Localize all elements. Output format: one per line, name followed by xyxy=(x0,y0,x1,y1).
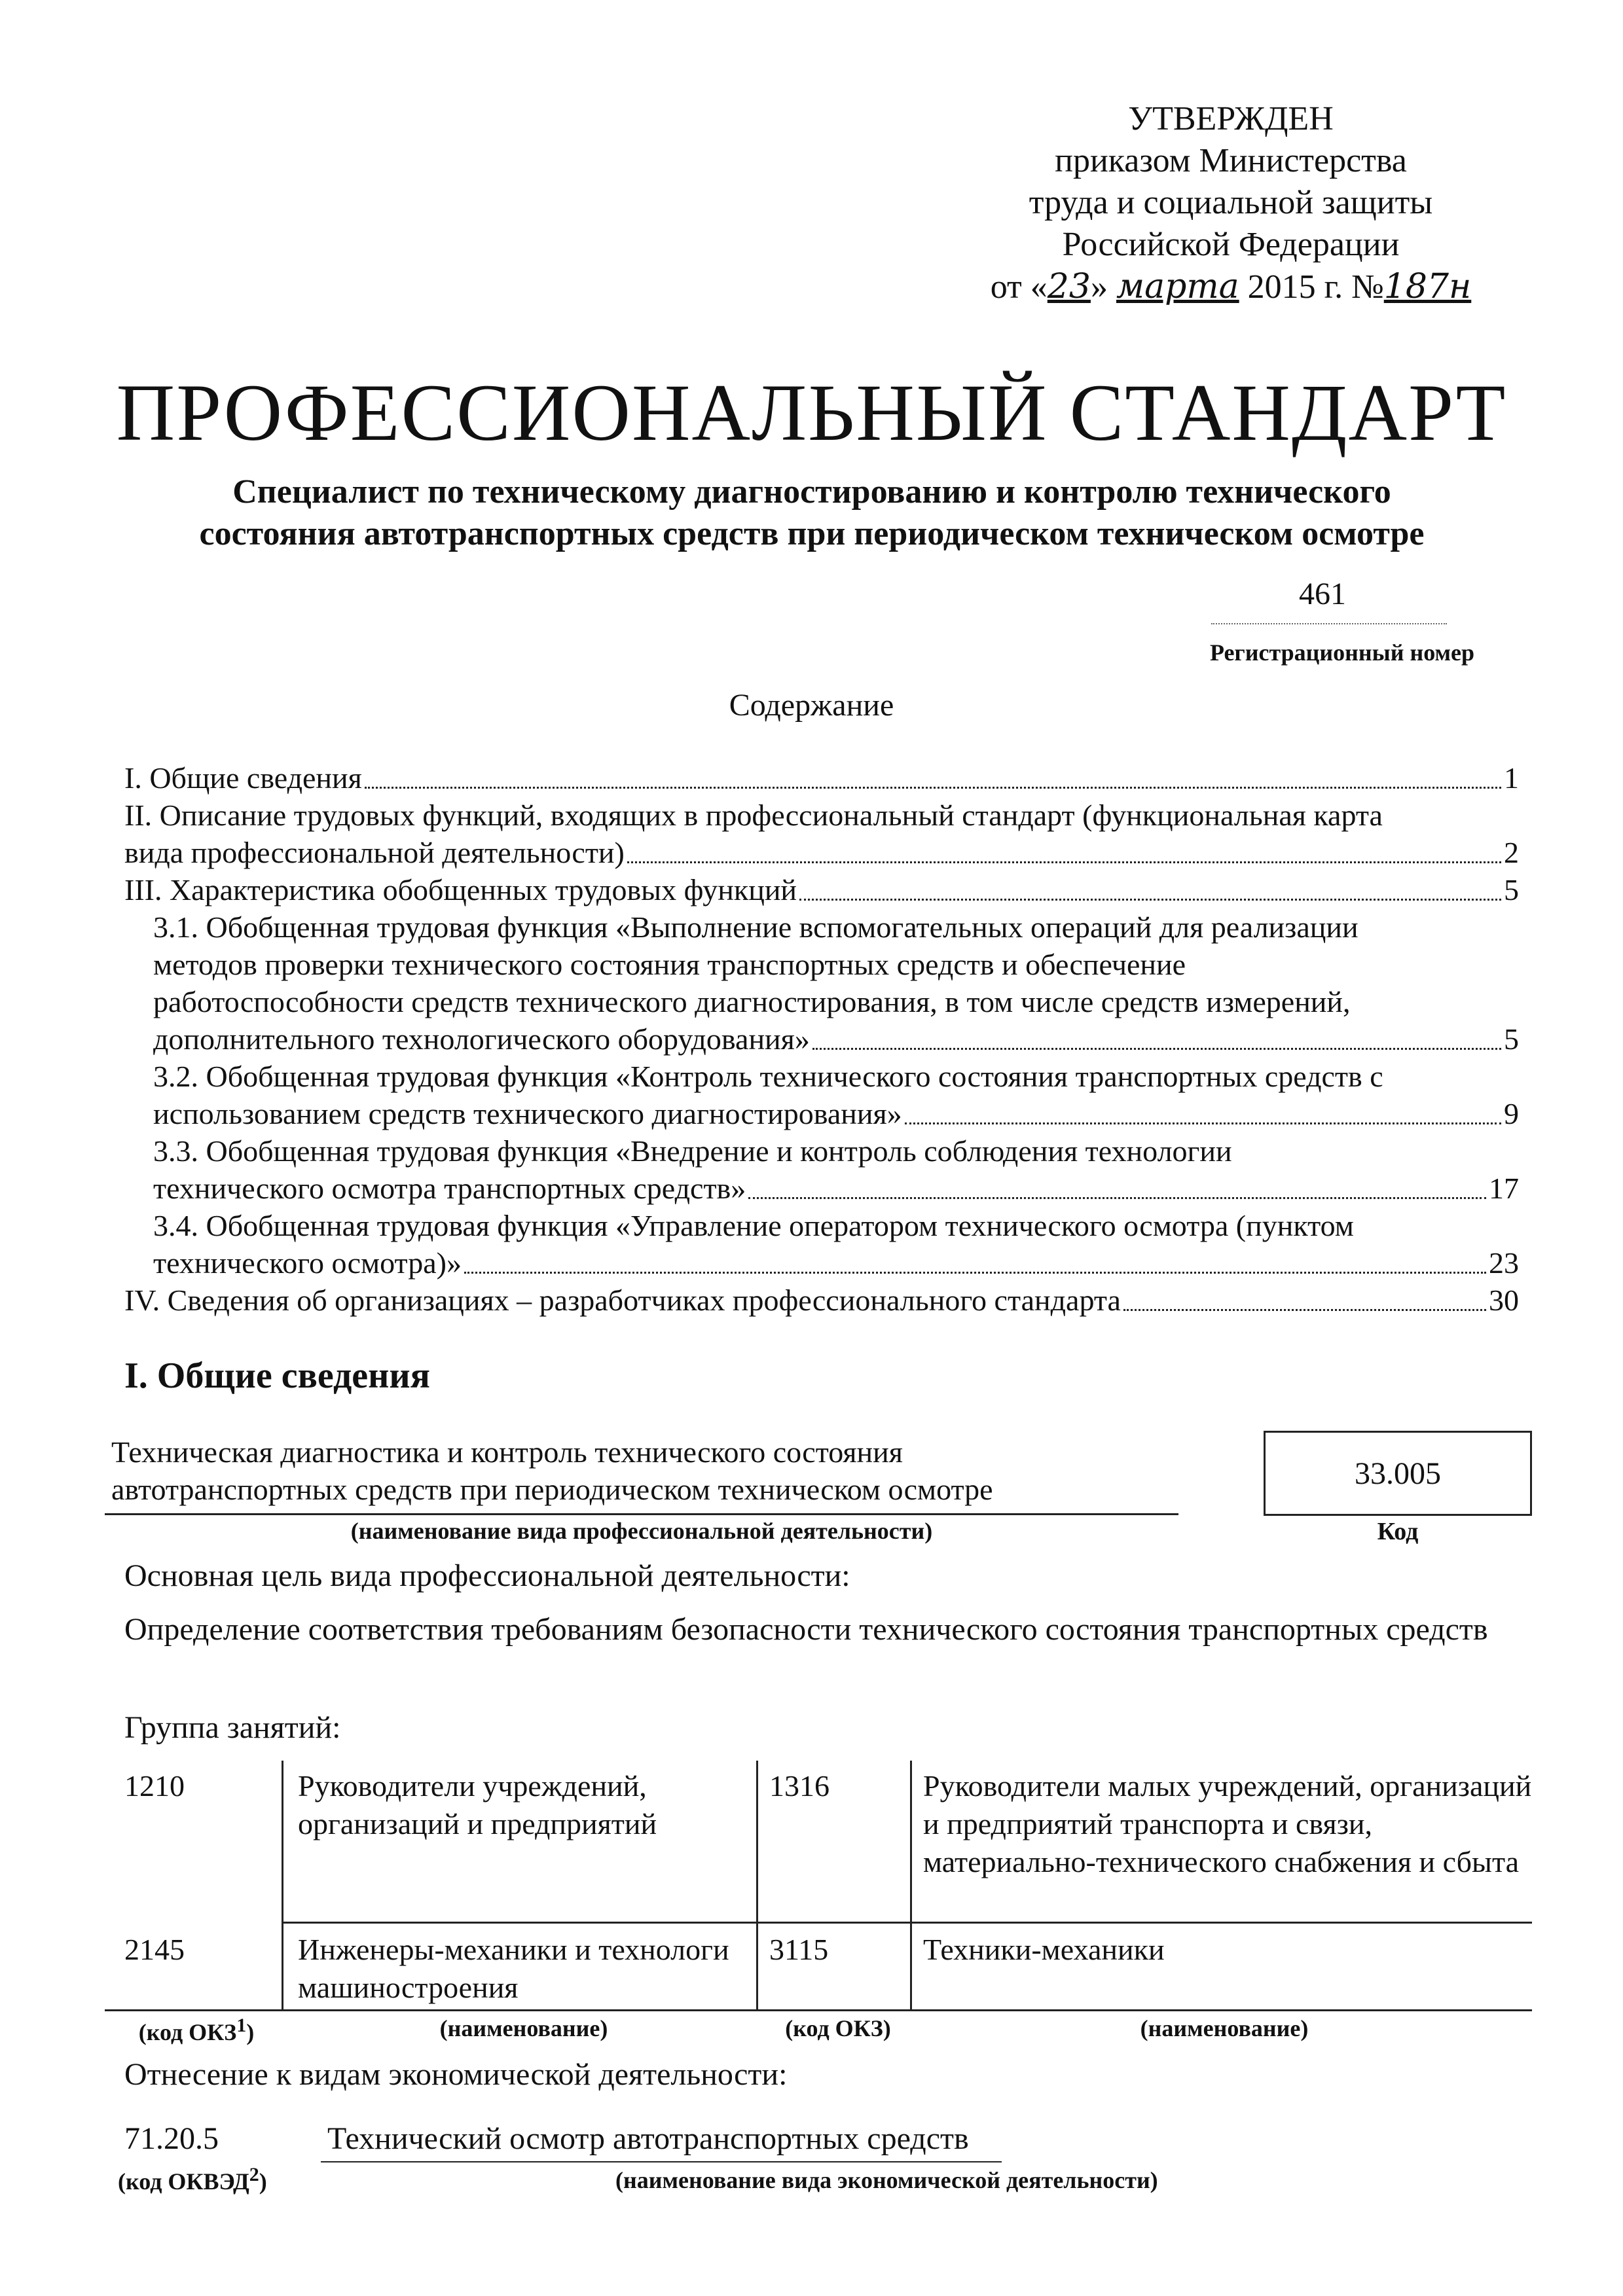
economic-code-caption xyxy=(118,2164,267,2195)
approval-date-line xyxy=(903,266,1558,308)
toc-item xyxy=(124,871,1519,908)
toc-item-text: использованием средств технического диагностирования» xyxy=(153,1097,902,1130)
approval-heading: УТВЕРЖДЕН xyxy=(1128,100,1334,137)
goal-label: Основная цель вида профессиональной деятельности: xyxy=(124,1558,850,1593)
economic-activity-underline xyxy=(321,2161,1002,2162)
toc-item-text: технического осмотра)» xyxy=(153,1246,462,1280)
activity-underline xyxy=(105,1513,1178,1515)
toc-item-line: 3.3. Обобщенная трудовая функция «Внедрение и контроль соблюдения технологии xyxy=(153,1134,1232,1168)
toc-item xyxy=(124,797,1519,871)
economic-activity-name: Технический осмотр автотранспортных средств xyxy=(327,2121,969,2156)
toc-item-text: вида профессиональной деятельности) xyxy=(124,836,625,869)
toc-leader-dots xyxy=(812,1048,1501,1050)
activity-code: 33.005 xyxy=(1355,1456,1441,1491)
document-title: ПРОФЕССИОНАЛЬНЫЙ СТАНДАРТ xyxy=(116,368,1507,457)
toc-item xyxy=(124,1058,1519,1132)
economic-activity-label: Отнесение к видам экономической деятельности: xyxy=(124,2057,788,2092)
toc-item-line: работоспособности средств технического диагностирования, в том числе средств измерений, xyxy=(153,985,1351,1018)
toc-item xyxy=(124,1207,1519,1282)
toc-item-row xyxy=(153,1244,1519,1282)
caption-close: ) xyxy=(246,2019,255,2045)
econ-code-caption-text: (код ОКВЭД xyxy=(118,2168,249,2195)
toc-page-number: 1 xyxy=(1504,761,1519,795)
occupation-name: Инженеры-механики и технологи машиностроения xyxy=(298,1933,729,2004)
economic-activity-code: 71.20.5 xyxy=(124,2121,219,2156)
caption-close: ) xyxy=(259,2168,267,2195)
handwritten-day: 23 xyxy=(1047,267,1091,306)
toc-leader-dots xyxy=(748,1197,1486,1199)
section-heading: I. Общие сведения xyxy=(124,1355,430,1396)
toc-page-number: 5 xyxy=(1504,1022,1519,1056)
registration-underline xyxy=(1211,623,1447,624)
approval-line-order: приказом Министерства xyxy=(1055,142,1407,179)
toc-item-row xyxy=(124,759,1519,797)
handwritten-month: марта xyxy=(1116,267,1239,306)
table-column-divider xyxy=(756,1761,758,2009)
toc-item-row xyxy=(153,1020,1519,1058)
toc-item-text: технического осмотра транспортных средств» xyxy=(153,1172,746,1205)
occupation-code: 3115 xyxy=(769,1933,829,1966)
economic-name-caption: (наименование вида экономической деятельности) xyxy=(615,2167,1158,2193)
toc-item xyxy=(124,908,1519,1058)
toc-item-row xyxy=(124,871,1519,908)
date-year: 2015 г. № xyxy=(1239,268,1384,306)
toc-item xyxy=(124,759,1519,797)
toc-leader-dots xyxy=(365,787,1501,789)
date-prefix: от « xyxy=(990,268,1048,306)
standard-subtitle xyxy=(105,471,1519,555)
occupation-name: Руководители учреждений, организаций и предприятий xyxy=(298,1769,657,1840)
toc-item-line: II. Описание трудовых функций, входящих в профессиональный стандарт (функциональная карта xyxy=(124,798,1383,832)
activity-line-1: Техническая диагностика и контроль технического состояния xyxy=(111,1435,903,1469)
table-column-divider xyxy=(282,1761,283,2009)
occupation-code: 1316 xyxy=(769,1769,830,1803)
toc-leader-dots xyxy=(799,899,1501,901)
occupation-group-label: Группа занятий: xyxy=(124,1710,341,1745)
activity-name xyxy=(111,1433,1172,1508)
occupation-code: 1210 xyxy=(124,1769,185,1803)
table-bottom-line xyxy=(105,2009,1532,2011)
toc-page-number: 23 xyxy=(1489,1246,1519,1280)
table-column-divider xyxy=(910,1761,912,2009)
footnote-mark: 1 xyxy=(236,2015,247,2036)
toc-item-line: 3.2. Обобщенная трудовая функция «Контроль технического состояния транспортных средств с xyxy=(153,1060,1383,1093)
table-row-divider xyxy=(282,1922,1532,1924)
approval-block xyxy=(903,98,1558,308)
toc-page-number: 30 xyxy=(1489,1283,1519,1317)
toc-leader-dots xyxy=(905,1122,1501,1124)
registration-number: 461 xyxy=(1299,577,1346,611)
toc-item-text: I. Общие сведения xyxy=(124,761,362,795)
activity-caption: (наименование вида профессиональной деятельности) xyxy=(350,1518,933,1544)
toc-item-row xyxy=(153,1170,1519,1207)
toc-page-number: 5 xyxy=(1504,873,1519,906)
approval-line-country: Российской Федерации xyxy=(1062,226,1400,263)
toc-leader-dots xyxy=(627,861,1501,863)
table-of-contents xyxy=(124,759,1519,1319)
toc-page-number: 2 xyxy=(1504,836,1519,869)
toc-item-row xyxy=(124,834,1519,871)
toc-title: Содержание xyxy=(729,688,894,723)
code-box xyxy=(1264,1431,1532,1516)
toc-page-number: 9 xyxy=(1504,1097,1519,1130)
occupation-name: Техники-механики xyxy=(923,1933,1165,1966)
toc-item-text: III. Характеристика обобщенных трудовых функций xyxy=(124,873,797,906)
toc-item xyxy=(124,1132,1519,1207)
toc-leader-dots xyxy=(1123,1309,1486,1311)
column-caption-code xyxy=(124,2015,268,2046)
toc-page-number: 17 xyxy=(1489,1172,1519,1205)
toc-item-line: 3.1. Обобщенная трудовая функция «Выполнение вспомогательных операций для реализации xyxy=(153,910,1359,944)
toc-item-text: дополнительного технологического оборудования» xyxy=(153,1022,810,1056)
subtitle-line-2: состояния автотранспортных средств при периодическом техническом осмотре xyxy=(199,515,1425,552)
toc-item-text: IV. Сведения об организациях – разработчиках профессионального стандарта xyxy=(124,1283,1121,1317)
footnote-mark: 2 xyxy=(249,2164,259,2185)
goal-text: Определение соответствия требованиям безопасности технического состояния транспортных средств xyxy=(124,1612,1488,1647)
code-caption: Код xyxy=(1377,1518,1419,1545)
toc-item-row xyxy=(153,1095,1519,1132)
column-caption-name: (наименование) xyxy=(1140,2015,1309,2041)
toc-item xyxy=(124,1282,1519,1319)
toc-item-line: 3.4. Обобщенная трудовая функция «Управление оператором технического осмотра (пунктом xyxy=(153,1209,1354,1242)
registration-label: Регистрационный номер xyxy=(1209,639,1475,666)
column-caption-code: (код ОКЗ) xyxy=(785,2015,891,2041)
date-mid: » xyxy=(1090,268,1116,306)
activity-line-2: автотранспортных средств при периодическом техническом осмотре xyxy=(111,1473,993,1506)
toc-item-row xyxy=(124,1282,1519,1319)
subtitle-line-1: Специалист по техническому диагностированию и контролю технического xyxy=(232,473,1391,511)
caption-code-text: (код ОКЗ xyxy=(138,2019,237,2045)
column-caption-name: (наименование) xyxy=(439,2015,608,2041)
toc-item-line: методов проверки технического состояния транспортных средств и обеспечение xyxy=(153,948,1186,981)
occupation-code: 2145 xyxy=(124,1933,185,1966)
handwritten-order-number: 187н xyxy=(1383,267,1472,306)
approval-line-ministry: труда и социальной защиты xyxy=(1029,184,1433,221)
toc-leader-dots xyxy=(464,1272,1486,1274)
occupation-name: Руководители малых учреждений, организаций и предприятий транспорта и связи, материально-технического снабжения и сбыта xyxy=(923,1769,1532,1878)
